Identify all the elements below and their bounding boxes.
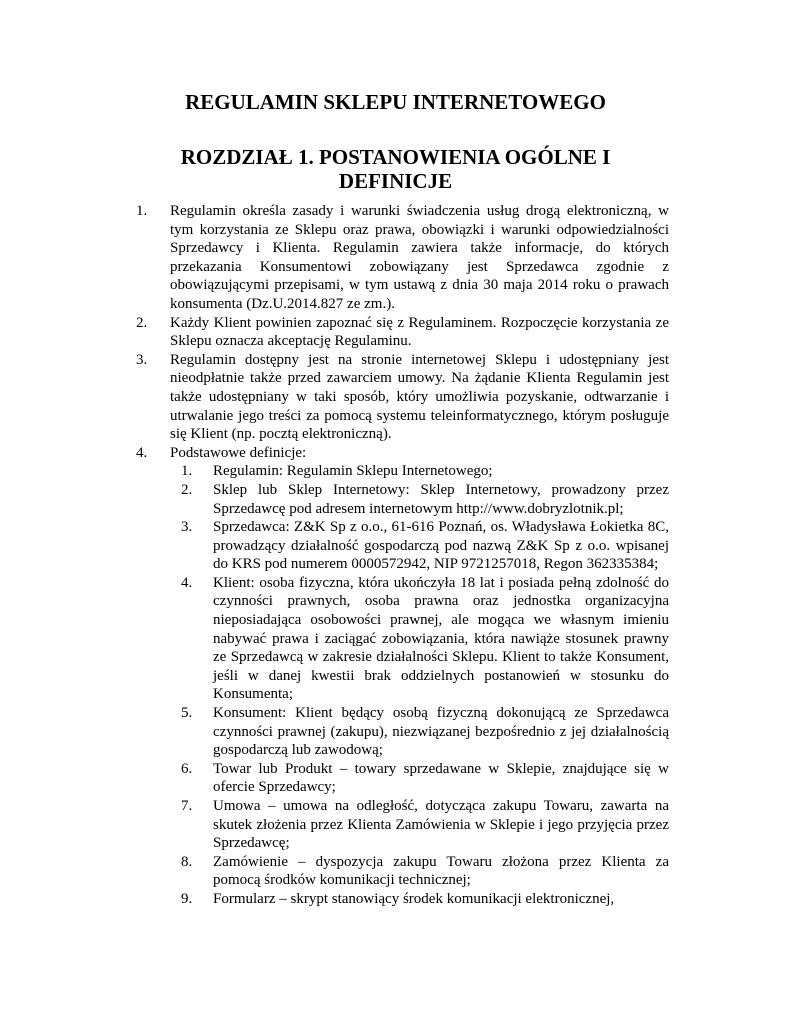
definition-item [0,518,791,574]
definition-text: Regulamin: Regulamin Sklepu Internetowego; [213,463,493,480]
list-item-text: Podstawowe definicje: [170,444,307,461]
list-item-number: 3. [136,351,148,368]
definition-text: Konsument: Klient będący osobą fizyczną dokonującą ze Sprzedawca czynności prawnej (zakupu), niezwiązanej bezpośrednio z jej działalnością gospodarczą lub zawodową; [213,705,669,759]
definition-item [0,462,791,481]
definition-item [0,853,791,890]
definition-number: 2. [181,481,193,498]
definition-number: 4. [181,574,193,591]
definition-text: Umowa – umowa na odległość, dotycząca zakupu Towaru, zawarta na skutek złożenia przez Klienta Zamówienia w Sklepie i jego przyjęcia przez Sprzedawcę; [213,798,669,852]
definition-number: 3. [181,519,193,536]
definition-item [0,704,791,760]
definition-number: 5. [181,705,193,722]
definition-item [0,760,791,797]
chapter-heading: ROZDZIAŁ 1. POSTANOWIENIA OGÓLNE I DEFINICJE [180,145,611,193]
definition-number: 7. [181,798,193,814]
list-item-number: 1. [136,203,148,219]
list-item-number: 4. [136,444,148,461]
definition-text: Formularz – skrypt stanowiący środek komunikacji elektronicznej, [213,890,615,907]
definition-text: Sklep lub Sklep Internetowy: Sklep Internetowy, prowadzony przez Sprzedawcę pod adresem internetowym http://www.dobryzlotnik.pl; [213,481,669,517]
list-item [0,202,791,314]
definition-item [0,481,791,518]
definition-text: Sprzedawca: Z&K Sp z o.o., 61-616 Poznań, os. Władysława Łokietka 8C, prowadzący działalność gospodarczą pod nazwą Z&K Sp z o.o. wpisanej do KRS pod numerem 0000572942, NIP 9721257018, Regon 362335384; [213,519,669,573]
definition-number: 6. [181,760,193,777]
definition-number: 9. [181,890,193,907]
definition-item [0,797,791,853]
list-item-text: Regulamin dostępny jest na stronie internetowej Sklepu i udostępniany jest nieodpłatnie także przed zawarciem umowy. Na żądanie Klienta Regulamin jest także udostępniany w taki sposób, który umożliwia pozyskanie, odtwarzanie i utrwalanie jego treści za pomocą systemu teleinformatycznego, którym posługuje się Klient (np. pocztą elektroniczną). [170,351,669,443]
list-item [0,444,791,463]
list-item-text: Każdy Klient powinien zapoznać się z Regulaminem. Rozpoczęcie korzystania ze Sklepu oznacza akceptację Regulaminu. [170,314,669,350]
rules-list [0,202,791,909]
definition-text: Klient: osoba fizyczna, która ukończyła 18 lat i posiada pełną zdolność do czynności prawnych, osoba prawna oraz jednostka organizacyjna nieposiadająca osobowości prawnej, ale mogąca we własnym imieniu nabywać prawa i zaciągać zobowiązania, która nawiąże stosunek prawny ze Sprzedawcą w zakresie działalności Sklepu. Klient to także Konsument, jeśli w danej kwestii brak oddzielnych postanowień w stosunku do Konsumenta; [213,574,669,703]
list-item [0,351,791,444]
definition-text: Towar lub Produkt – towary sprzedawane w Sklepie, znajdujące się w ofercie Sprzedawcy; [213,760,669,796]
definition-number: 1. [181,463,193,480]
document-title: REGULAMIN SKLEPU INTERNETOWEGO [185,90,606,114]
list-item [0,314,791,351]
definition-item [0,890,791,909]
list-item-text: Regulamin określa zasady i warunki świadczenia usług drogą elektroniczną, w tym korzystania ze Sklepu oraz prawa, obowiązki i warunki odpowiedzialności Sprzedawcy i Klienta. Regulamin zawiera także informacje, do których przekazania Konsumentowi zobowiązany jest Sprzedawca zgodnie z obowiązującymi przepisami, w tym ustawą z dnia 30 maja 2014 roku o prawach konsumenta (Dz.U.2014.827 ze zm.). [170,203,669,312]
definition-item [0,574,791,704]
definition-number: 8. [181,853,193,870]
definition-text: Zamówienie – dyspozycja zakupu Towaru złożona przez Klienta za pomocą środków komunikacji technicznej; [213,853,669,889]
list-item-number: 2. [136,314,148,331]
